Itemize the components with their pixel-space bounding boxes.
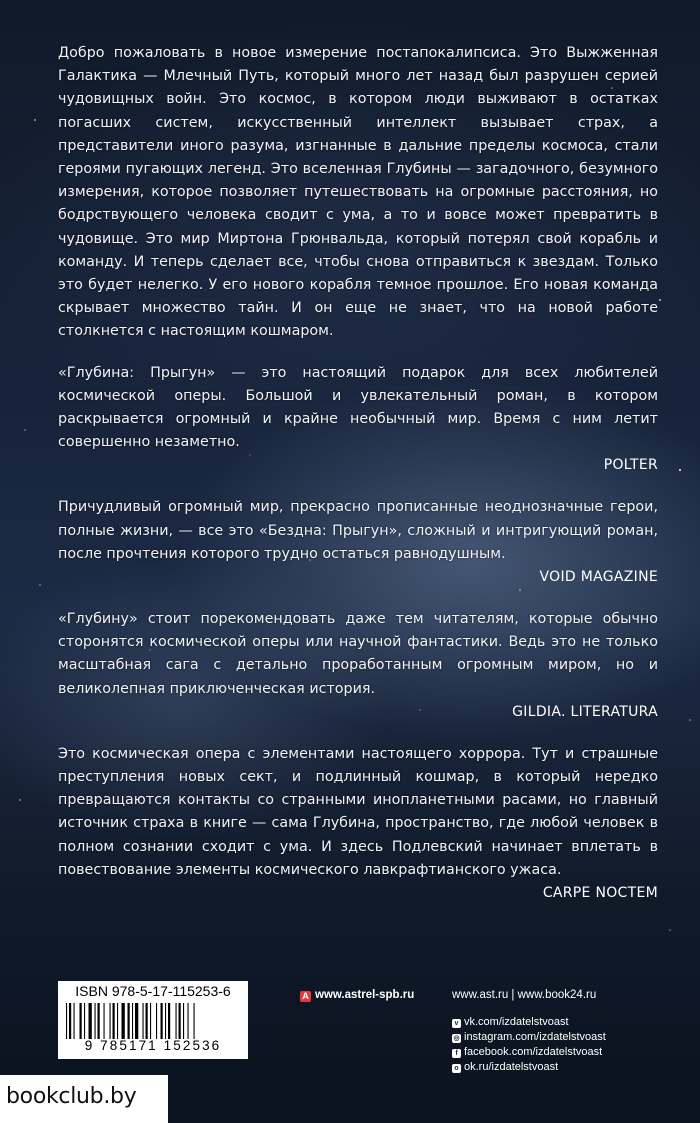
astrel-logo-icon: A <box>300 991 311 1002</box>
social-link-facebook[interactable] <box>452 1045 606 1060</box>
barcode-bar <box>194 1003 195 1039</box>
barcode-bar <box>176 1003 177 1039</box>
publisher-site-label: www.astrel-spb.ru <box>315 989 415 1001</box>
barcode-bar <box>156 1003 157 1039</box>
social-links <box>452 1015 606 1075</box>
barcode-bar <box>117 1003 118 1039</box>
bookclub-watermark <box>0 1075 168 1123</box>
barcode-block <box>58 981 248 1059</box>
barcode-bar <box>66 1003 67 1039</box>
social-link-instagram[interactable] <box>452 1030 606 1045</box>
barcode-bar <box>150 1003 151 1039</box>
social-link-label: ok.ru/izdatelstvoast <box>464 1061 559 1073</box>
watermark-text: bookclub.by <box>6 1084 137 1109</box>
book-annotation: Добро пожаловать в новое измерение постапокалипсиса. Это Выжженная Галактика — Млечный Путь, который много лет назад был разрушен серией чудовищных войн. Это космос, в котором люди выживают в остатках погасших систем, искусственный интеллект вызывает страх, а представители иного разума, изгнанные в дальние пределы космоса, стали героями пугающих легенд. Это вселенная Глубины — загадочного, безумного измерения, которое позволяет путешествовать на огромные расстояния, но бодрствующего человека сводит с ума, а то и вовсе может превратить в чудовище. Это мир Миртона Грюнвальда, который потерял свой корабль и команду. И теперь сделает все, чтобы снова отправиться к звездам. Только это будет нелегко. У его нового корабля темное прошлое. Его новая команда скрывает множество тайн. И он еще не знает, что на новой работе столкнется с настоящим кошмаром. <box>58 45 658 340</box>
barcode-bar <box>135 1003 138 1039</box>
publisher-link[interactable] <box>300 989 414 1002</box>
instagram-icon: ◎ <box>453 1035 460 1042</box>
cover-footer <box>0 975 700 1123</box>
barcode-bar <box>95 1003 96 1039</box>
ok-icon: o <box>452 1064 461 1073</box>
barcode-bar <box>161 1003 163 1039</box>
barcode-bar <box>128 1003 130 1039</box>
barcode-bar <box>165 1003 166 1039</box>
barcode-bar <box>84 1003 85 1039</box>
social-link-ok[interactable] <box>452 1060 606 1075</box>
barcode-bar <box>132 1003 133 1039</box>
barcode-bar <box>143 1003 144 1039</box>
back-cover-text <box>58 42 658 924</box>
social-link-label: facebook.com/izdatelstvoast <box>464 1046 603 1058</box>
barcode-bar <box>80 1003 82 1039</box>
barcode-bar <box>179 1003 181 1039</box>
isbn-number: ISBN 978-5-17-115253-6 <box>75 983 231 999</box>
review-source: GILDIA. LITERATURA <box>512 703 658 720</box>
barcode-icon <box>66 1003 240 1039</box>
barcode-bar <box>74 1003 75 1039</box>
review-text: «Глубину» стоит порекомендовать даже тем читателям, которые обычно сторонятся космической оперы или научной фантастики. Ведь это не только масштабная сага с детально проработанным огромным миром, но и великолепная приключенческая история. <box>58 611 658 697</box>
barcode-bar <box>188 1003 189 1039</box>
barcode-bar <box>110 1003 111 1039</box>
social-link-label: instagram.com/izdatelstvoast <box>464 1031 606 1043</box>
review-text: Это космическая опера с элементами настоящего хоррора. Тут и страшные преступления новых сект, и подлинный кошмар, в который нередко превращаются контакты со странными инопланетными расами, но главный источник страха в книге — сама Глубина, пространство, где любой человек в полном сознании сходит с ума. И здесь Подлевский начинает вплетать в повествование элементы космического лавкрафтианского ужаса. <box>58 745 658 878</box>
barcode-digits: 9 785171 152536 <box>84 1038 222 1053</box>
facebook-icon: f <box>452 1049 461 1058</box>
barcode-bar <box>69 1003 71 1039</box>
barcode-bar <box>113 1003 115 1039</box>
vk-icon: v <box>452 1019 461 1028</box>
barcode-bar <box>89 1003 92 1039</box>
review-source: VOID MAGAZINE <box>539 569 658 586</box>
barcode-bar <box>98 1003 100 1039</box>
barcode-bar <box>104 1003 105 1039</box>
social-link-vk[interactable] <box>452 1015 606 1030</box>
review-text: «Глубина: Прыгун» — это настоящий подарок для всех любителей космической оперы. Большой и увлекательный роман, в котором раскрывается огромный и крайне необычный мир. Время с ним летит совершенно незаметно. <box>58 364 658 451</box>
barcode-bar <box>183 1003 184 1039</box>
social-link-label: vk.com/izdatelstvoast <box>464 1016 569 1028</box>
barcode-bar <box>168 1003 170 1039</box>
barcode-bar <box>122 1003 125 1039</box>
review-text: Причудливый огромный мир, прекрасно прописанные неоднозначные герои, полные жизни, — все это «Бездна: Прыгун», сложный и интригующий роман, после прочтения которого трудно остаться равнодушным. <box>58 499 658 562</box>
review-source: POLTER <box>603 457 658 474</box>
publisher-sites[interactable]: www.ast.ru | www.book24.ru <box>452 989 597 1001</box>
review-source: CARPE NOCTEM <box>542 885 658 902</box>
barcode-bar <box>146 1003 148 1039</box>
